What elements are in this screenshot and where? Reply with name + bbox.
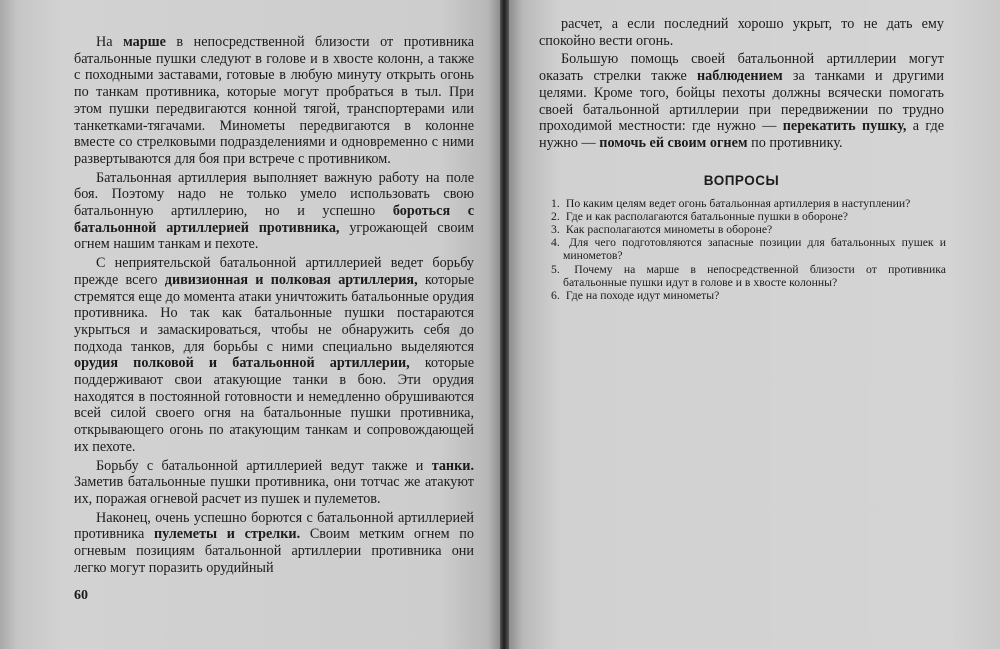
text-run: Наконец, очень успешно борются с батальонной артиллерией противника bbox=[74, 509, 474, 543]
text-run: Большую помощь своей батальонной артиллерии могут оказать стрелки также bbox=[539, 51, 944, 85]
question-item bbox=[551, 236, 946, 262]
question-number: 2. bbox=[551, 209, 560, 223]
text-run: в непосредственной близости от противника батальонные пушки следуют в голове и в хвосте колонн, а также с походными заставами, готовые в любую минуту открыть огонь по танкам противника, которые могут пробраться в тыл. При этом пушки передвигаются конной тягой, транспортерами или танкетками-тягачами. Минометы передвигаются в колонне вместе со стрелковыми подразделениями и одновременно с ними развертываются для боя при встрече с противником. bbox=[74, 34, 475, 167]
question-item bbox=[551, 223, 946, 236]
question-text: По каким целям ведет огонь батальонная артиллерия в наступлении? bbox=[565, 196, 911, 210]
paragraph bbox=[74, 510, 474, 577]
question-number: 5. bbox=[551, 262, 560, 276]
question-text: Где и как располагаются батальонные пушки в обороне? bbox=[565, 209, 848, 223]
right-page bbox=[509, 0, 1000, 649]
text-run: по противнику. bbox=[747, 134, 843, 151]
bold-run: орудия полковой и батальонной артиллерии, bbox=[74, 355, 410, 372]
question-item bbox=[551, 197, 946, 210]
text-run: Своим метким огнем по огневым позициям батальонной артиллерии противника они легко могут поразить орудийный bbox=[74, 526, 474, 576]
paragraph bbox=[74, 170, 474, 254]
text-run: Борьбу с батальонной артиллерией ведут также и bbox=[96, 457, 432, 474]
questions-heading: ВОПРОСЫ bbox=[703, 172, 780, 188]
bold-run: бороться с батальонной артиллерией противника, bbox=[74, 203, 475, 236]
question-item bbox=[551, 210, 946, 223]
text-run: Заметив батальонные пушки противника, они тотчас же атакуют их, поражая огневой расчет из пушек и пулеметов. bbox=[74, 474, 474, 507]
bold-run: пулеметы и стрелки. bbox=[153, 526, 301, 543]
text-run: С неприятельской батальонной артиллерией ведет борьбу прежде всего bbox=[74, 255, 474, 288]
question-item bbox=[551, 263, 946, 289]
bold-run: марше bbox=[123, 34, 166, 50]
text-run: которые стремятся еще до момента атаки уничтожить батальонные орудия противника. Но так как батальонные пушки постараются укрыться и замаскироваться, чтобы не обнаружить себя до подхода танков, для борьбы с ними специально выделяются bbox=[74, 271, 475, 355]
question-text: Как располагаются минометы в обороне? bbox=[565, 223, 773, 237]
bold-run: перекатить пушку, bbox=[782, 118, 907, 135]
right-page-text bbox=[539, 16, 944, 302]
question-number: 4. bbox=[551, 236, 560, 250]
question-text: Почему на марше в непосредственной близости от противника батальонные пушки идут в голове и в хвосте колонны? bbox=[563, 262, 946, 289]
questions-list bbox=[539, 197, 946, 303]
question-number: 3. bbox=[551, 223, 560, 237]
question-item bbox=[551, 289, 946, 302]
question-text: Для чего подготовляются запасные позиции для батальонных пушек и минометов? bbox=[563, 236, 946, 263]
bold-run: помочь ей своим огнем bbox=[599, 134, 748, 151]
bold-run: наблюдением bbox=[696, 68, 783, 85]
text-run: расчет, а если последний хорошо укрыт, то не дать ему спокойно вести огонь. bbox=[539, 16, 944, 49]
question-number: 6. bbox=[551, 289, 560, 303]
paragraph bbox=[539, 51, 944, 151]
paragraph bbox=[74, 458, 474, 508]
bold-run: танки. bbox=[431, 457, 474, 474]
text-run: угрожающей своим огнем нашим танкам и пехоте. bbox=[74, 219, 474, 253]
page-number: 60 bbox=[74, 588, 88, 603]
paragraph bbox=[539, 16, 944, 49]
text-run: за танками и другими целями. Кроме того, бойцы пехоты должны всячески помогать своей батальонной артиллерии при передвижении по трудно проходимой местности: где нужно — bbox=[539, 68, 944, 135]
bold-run: дивизионная и полковая артиллерия, bbox=[164, 271, 418, 288]
paragraph bbox=[74, 255, 474, 455]
text-run: Батальонная артиллерия выполняет важную работу на поле боя. Поэтому надо не только умело использовать свою батальонную артиллерию, но и успешно bbox=[74, 169, 474, 220]
text-run: На bbox=[96, 34, 124, 50]
question-text: Где на походе идут минометы? bbox=[565, 289, 720, 303]
paragraph bbox=[74, 34, 474, 168]
question-number: 1. bbox=[551, 196, 560, 210]
left-page-text bbox=[74, 34, 474, 577]
text-run: которые поддерживают свои атакующие танки в бою. Эти орудия находятся в постоянной готовности и немедленно обрушиваются всей силой своего огня на батальонные пушки противника, открывающего огонь по атакующим танкам и сопровождающей их пехоте. bbox=[74, 355, 474, 455]
text-run: а где нужно — bbox=[539, 118, 944, 151]
book-gutter bbox=[500, 0, 509, 649]
